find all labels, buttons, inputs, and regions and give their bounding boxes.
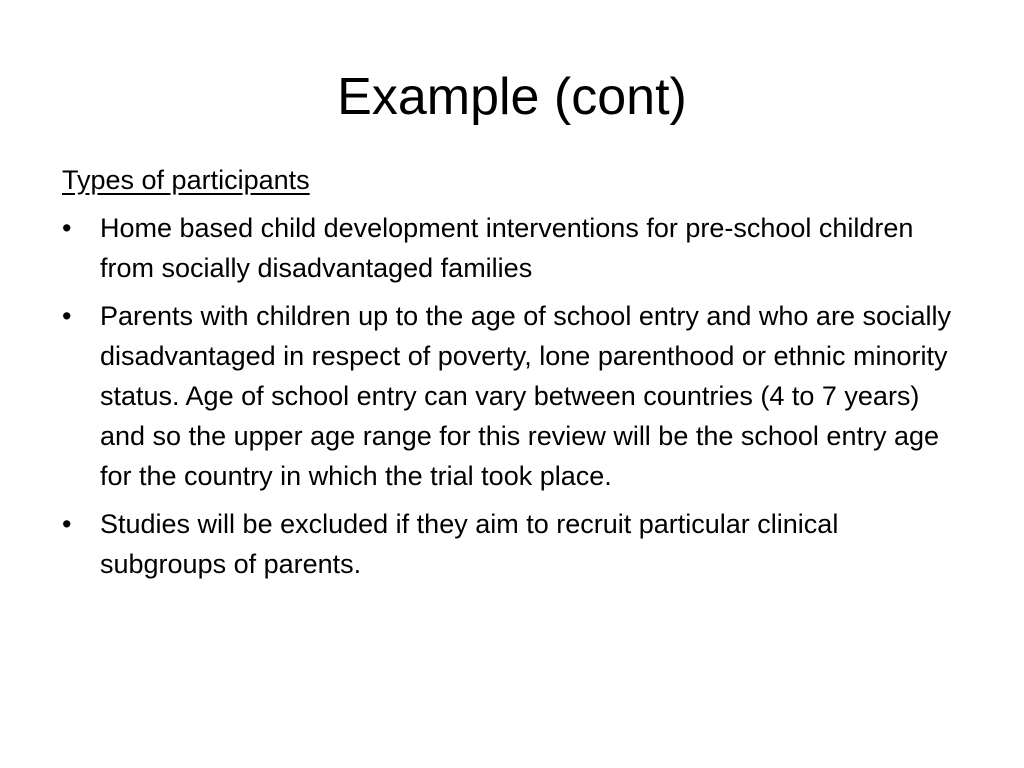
bullet-item bbox=[62, 208, 962, 288]
subheading: Types of participants bbox=[62, 165, 310, 195]
bullet-icon: • bbox=[62, 213, 72, 243]
bullet-list bbox=[62, 208, 962, 584]
bullet-text: Home based child development interventions for pre-school children from socially disadvantaged families bbox=[100, 213, 914, 283]
bullet-item bbox=[62, 296, 962, 496]
bullet-icon: • bbox=[62, 509, 72, 539]
bullet-item bbox=[62, 504, 962, 584]
slide-body bbox=[62, 160, 962, 592]
slide-title: Example (cont) bbox=[337, 68, 687, 126]
bullet-text: Studies will be excluded if they aim to recruit particular clinical subgroups of parents. bbox=[100, 509, 839, 579]
bullet-icon: • bbox=[62, 301, 72, 331]
bullet-text: Parents with children up to the age of school entry and who are socially disadvantaged in respect of poverty, lone parenthood or ethnic minority status. Age of school entry can vary between countries (4 to 7 years) and so the upper age range for this review will be the school entry age for the country in which the trial took place. bbox=[100, 301, 951, 491]
